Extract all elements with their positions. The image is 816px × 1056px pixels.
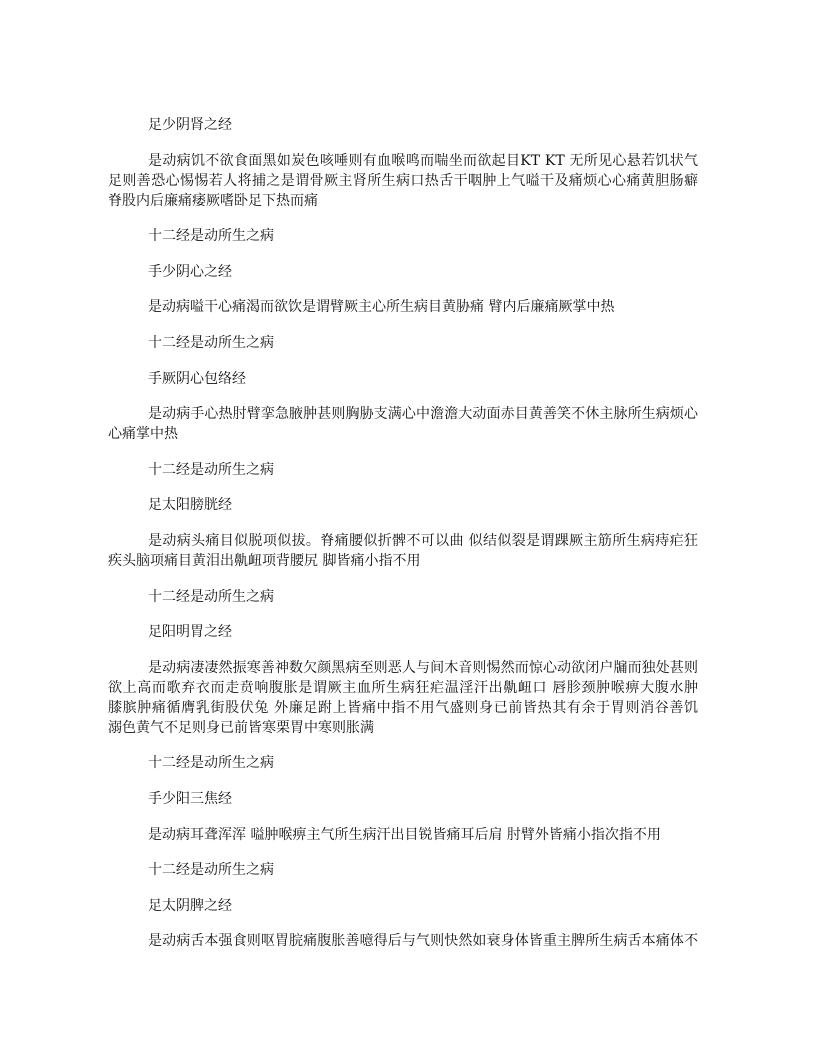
section-title xyxy=(108,115,698,135)
section-closing-text: 十二经是动所生之病 xyxy=(148,461,274,478)
body-line: 是动病头痛目似脱项似拔。脊痛腰似折髀不可以曲 似结似裂是谓踝厥主筋所生病痔疟狂 xyxy=(148,532,698,549)
section-body xyxy=(108,404,698,444)
body-line: 心痛掌中热 xyxy=(108,426,178,443)
body-line: 是动病嗌干心痛渴而欲饮是谓臂厥主心所生病目黄胁痛 臂内后廉痛厥掌中热 xyxy=(148,299,615,316)
section-body xyxy=(108,531,698,571)
section-closing-text: 十二经是动所生之病 xyxy=(148,588,274,605)
section-title xyxy=(108,789,698,809)
body-line: 溺色黄气不足则身已前皆寒栗胃中寒则胀满 xyxy=(108,719,374,736)
section-body xyxy=(108,297,698,317)
section-body xyxy=(108,658,698,738)
section-title xyxy=(108,262,698,282)
section-closing xyxy=(108,226,698,246)
section-closing-text: 十二经是动所生之病 xyxy=(148,862,274,879)
section-closing-text: 十二经是动所生之病 xyxy=(148,228,274,245)
section-title xyxy=(108,622,698,642)
section-closing-text: 十二经是动所生之病 xyxy=(148,755,274,772)
body-line: 是动病舌本强食则呕胃脘痛腹胀善噫得后与气则快然如衰身体皆重主脾所生病舌本痛体不 xyxy=(148,933,698,950)
section-title-text: 手少阳三焦经 xyxy=(148,790,232,807)
body-line: 是动病耳聋浑浑 嗌肿喉痹主气所生病汗出目锐皆痛耳后肩 肘臂外皆痛小指次指不用 xyxy=(148,826,661,843)
section-title-text: 足少阴肾之经 xyxy=(148,117,232,133)
section-title-text: 手少阴心之经 xyxy=(148,263,232,280)
section-body xyxy=(108,825,698,845)
body-line: 是动病饥不欲食面黑如炭色咳唾则有血喉鸣而喘坐而欲起目KT KT 无所见心悬若饥状气 xyxy=(148,152,698,169)
section-title-text: 足太阳膀胱经 xyxy=(148,497,232,514)
section-body xyxy=(108,931,698,951)
section-body xyxy=(108,151,698,211)
body-line: 欲上高而歌弃衣而走贲响腹胀是谓厥主血所生病狂疟温淫汗出鼽衄口 唇胗颈肿喉痹大腹水肿 xyxy=(108,679,698,696)
section-title xyxy=(108,369,698,389)
section-closing xyxy=(108,860,698,880)
section-title-text: 足阳明胃之经 xyxy=(148,624,232,641)
body-line: 疾头脑项痛目黄泪出鼽衄项背腰尻 脚皆痛小指不用 xyxy=(108,552,421,569)
section-title xyxy=(108,896,698,916)
section-closing xyxy=(108,753,698,773)
body-line: 足则善恐心惕惕若人将捕之是谓骨厥主肾所生病口热舌干咽肿上气嗌干及痛烦心心痛黄胆肠癖 xyxy=(108,172,698,189)
body-line: 膝膑肿痛循膺乳街股伏兔 外廉足跗上皆痛中指不用气盛则身已前皆热其有余于胃则消谷善饥 xyxy=(108,699,698,716)
section-title-text: 手厥阴心包络经 xyxy=(148,370,246,387)
section-closing xyxy=(108,587,698,607)
section-title xyxy=(108,495,698,515)
body-line: 是动病凄凄然振寒善神数欠颜黑病至则恶人与间木音则惕然而惊心动欲闭户牖而独处甚则 xyxy=(148,659,698,676)
body-line: 是动病手心热肘臂挛急腋肿甚则胸胁支满心中澹澹大动面赤目黄善笑不休主脉所生病烦心 xyxy=(148,406,698,423)
body-line: 脊股内后廉痛痿厥嗜卧足下热而痛 xyxy=(108,192,318,209)
section-closing xyxy=(108,333,698,353)
section-closing-text: 十二经是动所生之病 xyxy=(148,334,274,351)
section-title-text: 足太阴脾之经 xyxy=(148,897,232,914)
section-closing xyxy=(108,460,698,480)
